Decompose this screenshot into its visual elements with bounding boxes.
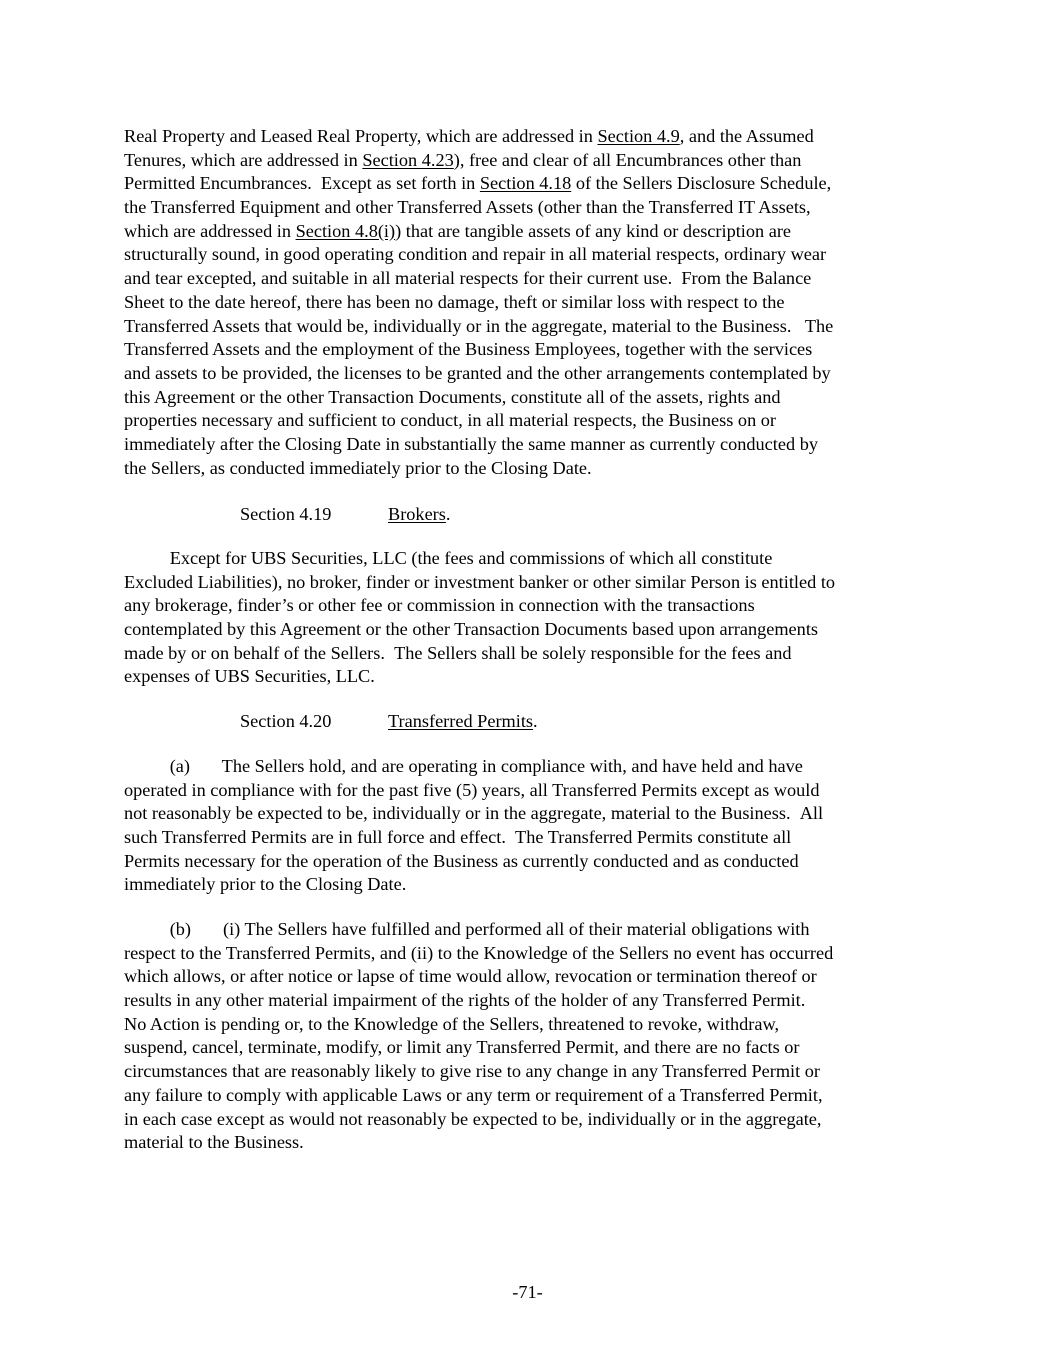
text-line: in each case except as would not reasonably be expected to be, individually or in the aggregate, — [124, 1108, 822, 1129]
section-heading-4-19 — [240, 503, 450, 527]
text-line: which allows, or after notice or lapse of time would allow, revocation or termination thereof or — [124, 966, 817, 987]
text-line: (b) (i) The Sellers have fulfilled and performed all of their material obligations with — [124, 919, 810, 939]
section-reference: Section 4.23 — [362, 149, 454, 170]
paragraph-permits-b — [124, 918, 936, 1155]
page-number: -71- — [512, 1282, 543, 1302]
section-title: Brokers — [388, 504, 446, 524]
section-title-period: . — [533, 711, 538, 731]
text-line: Excluded Liabilities), no broker, finder or investment banker or other similar Person is entitled to — [124, 571, 836, 592]
text-line: respect to the Transferred Permits, and (ii) to the Knowledge of the Sellers no event has occurred — [124, 942, 834, 963]
text-line: immediately prior to the Closing Date. — [124, 874, 407, 895]
text-line: Transferred Assets and the employment of the Business Employees, together with the services — [124, 339, 813, 360]
text-line: Transferred Assets that would be, individually or in the aggregate, material to the Business. The — [124, 315, 834, 336]
text-line: structurally sound, in good operating condition and repair in all material respects, ordinary wear — [124, 244, 827, 265]
section-number: Section 4.19 — [240, 504, 332, 524]
text-line: not reasonably be expected to be, individually or in the aggregate, material to the Business. All — [124, 803, 824, 824]
section-title-period: . — [445, 504, 451, 524]
text-line: the Sellers, as conducted immediately prior to the Closing Date. — [124, 457, 592, 478]
section-heading-4-20 — [240, 710, 538, 734]
paragraph-brokers — [124, 547, 936, 689]
text-line: expenses of UBS Securities, LLC. — [124, 666, 375, 687]
paragraph-permits-a — [124, 755, 936, 897]
text-line: material to the Business. — [124, 1132, 304, 1153]
text-line: the Transferred Equipment and other Transferred Assets (other than the Transferred IT Assets, — [124, 197, 811, 218]
text-line: No Action is pending or, to the Knowledge of the Sellers, threatened to revoke, withdraw, — [124, 1013, 780, 1034]
text-line: results in any other material impairment of the rights of the holder of any Transferred Permit. — [124, 990, 806, 1011]
text-line: properties necessary and sufficient to conduct, in all material respects, the Business on or — [124, 410, 777, 431]
section-number: Section 4.20 — [240, 711, 332, 731]
text-line: any failure to comply with applicable Laws or any term or requirement of a Transferred Permit, — [124, 1084, 823, 1105]
text-line: made by or on behalf of the Sellers. The Sellers shall be solely responsible for the fees and — [124, 642, 792, 663]
text-line: such Transferred Permits are in full force and effect. The Transferred Permits constitute all — [124, 827, 792, 848]
text-line: Permits necessary for the operation of the Business as currently conducted and as conducted — [124, 850, 799, 871]
text-line: Tenures, which are addressed in Section 4.23), free and clear of all Encumbrances other than — [124, 149, 802, 170]
text-line: Sheet to the date hereof, there has been no damage, theft or similar loss with respect to the — [124, 291, 785, 312]
text-line: Real Property and Leased Real Property, which are addressed in Section 4.9, and the Assumed — [124, 126, 814, 146]
section-reference: Section 4.18 — [479, 173, 572, 194]
text-line: this Agreement or the other Transaction Documents, constitute all of the assets, rights and — [124, 386, 781, 407]
paragraph-assets-condition — [124, 125, 936, 480]
text-line: which are addressed in Section 4.8(i)) that are tangible assets of any kind or description are — [124, 220, 792, 241]
text-line: circumstances that are reasonably likely to give rise to any change in any Transferred Permit or — [124, 1061, 820, 1082]
section-title: Transferred Permits — [388, 711, 534, 731]
section-reference: Section 4.8(i) — [295, 220, 396, 241]
section-reference: Section 4.9 — [597, 126, 680, 146]
text-line: and assets to be provided, the licenses to be granted and the other arrangements contemplated by — [124, 362, 831, 383]
text-line: suspend, cancel, terminate, modify, or limit any Transferred Permit, and there are no facts or — [124, 1037, 800, 1058]
text-line: immediately after the Closing Date in substantially the same manner as currently conducted by — [124, 433, 818, 454]
text-line: any brokerage, finder’s or other fee or commission in connection with the transactions — [124, 595, 755, 616]
text-line: contemplated by this Agreement or the other Transaction Documents based upon arrangements — [124, 619, 819, 640]
text-line: Permitted Encumbrances. Except as set forth in Section 4.18 of the Sellers Disclosure Schedule, — [124, 173, 832, 194]
text-line: operated in compliance with for the past five (5) years, all Transferred Permits except as would — [124, 779, 820, 800]
text-line: Except for UBS Securities, LLC (the fees and commissions of which all constitute — [124, 548, 773, 568]
text-line: (a) The Sellers hold, and are operating in compliance with, and have held and have — [124, 756, 803, 776]
text-line: and tear excepted, and suitable in all material respects for their current use. From the Balance — [124, 268, 812, 289]
